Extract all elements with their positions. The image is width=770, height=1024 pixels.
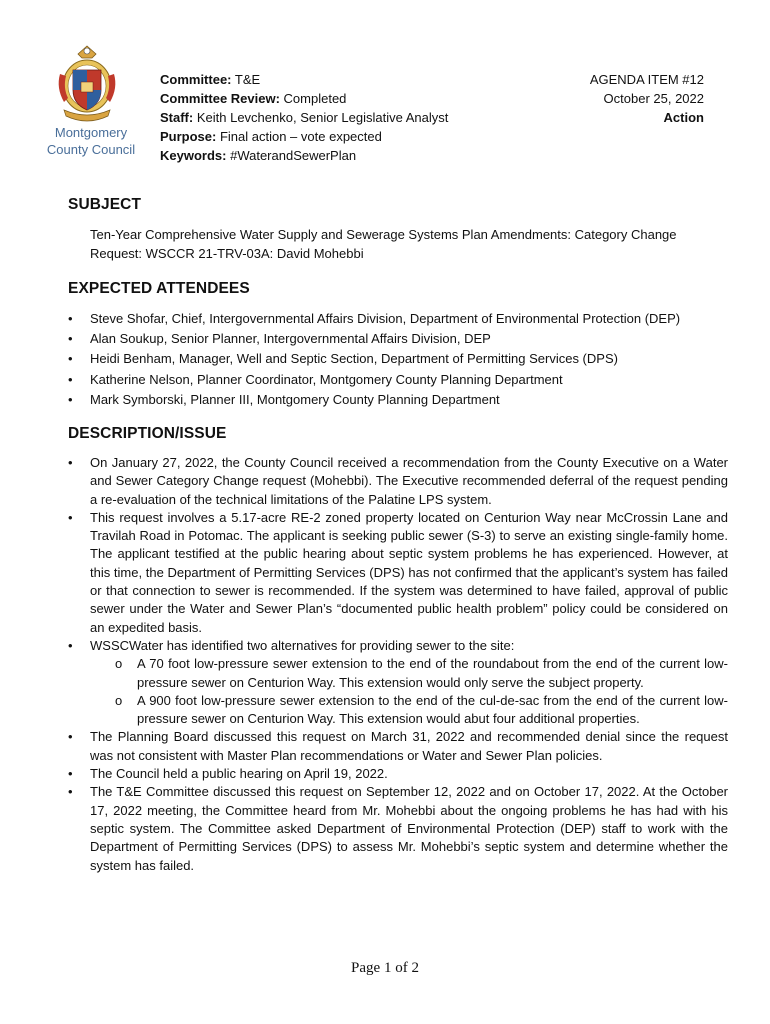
- meta-value: T&E: [234, 72, 261, 87]
- list-item: [90, 692, 728, 729]
- bullet-icon: •: [68, 455, 73, 470]
- list-item: [90, 655, 728, 692]
- list-item: [68, 309, 728, 329]
- org-name-line1: Montgomery: [54, 125, 128, 140]
- subject-text: [90, 225, 710, 263]
- subject-heading: SUBJECT: [68, 196, 142, 213]
- attendee-text: Mark Symborski, Planner III, Montgomery County Planning Department: [90, 391, 500, 407]
- alternatives-list: [90, 655, 728, 728]
- list-item: [68, 329, 728, 349]
- list-item: [68, 783, 728, 874]
- alternative-text: A 900 foot low-pressure sewer extension to the end of the cul-de-sac from the end of the current low-pressure sewer on Centurion Way. This extension would abut four additional properties.: [137, 692, 728, 727]
- description-list: [68, 454, 728, 875]
- meta-staff: [160, 108, 448, 127]
- sub-bullet-icon: o: [115, 692, 123, 708]
- attendee-text: Steve Shofar, Chief, Intergovernmental Affairs Division, Department of Environmental Protection (DEP): [90, 311, 681, 326]
- bullet-icon: •: [68, 311, 73, 326]
- bullet-icon: •: [68, 729, 73, 745]
- list-item: [68, 728, 728, 765]
- bullet-icon: •: [68, 766, 73, 782]
- description-heading: DESCRIPTION/ISSUE: [68, 425, 227, 442]
- agenda-info: [590, 70, 704, 127]
- org-name-line2: County Council: [46, 142, 136, 157]
- bullet-icon: •: [68, 371, 73, 387]
- sub-bullet-icon: o: [115, 656, 123, 672]
- org-name: [40, 124, 142, 158]
- meta-label: Committee:: [160, 72, 232, 87]
- bullet-icon: •: [68, 331, 73, 347]
- agenda-action: Action: [663, 110, 704, 125]
- page-number: Page 1 of 2: [351, 960, 419, 976]
- agenda-item-number: AGENDA ITEM #12: [589, 72, 704, 87]
- meta-committee-review: [160, 89, 448, 108]
- description-text: WSSCWater has identified two alternatives for providing sewer to the site:: [90, 637, 515, 653]
- meta-keywords: [160, 146, 448, 165]
- alternative-text: A 70 foot low-pressure sewer extension to the end of the roundabout from the end of the current low-pressure sewer on Centurion Way. This extension would only serve the subject property.: [137, 656, 728, 690]
- list-item: [68, 454, 728, 509]
- attendee-text: Alan Soukup, Senior Planner, Intergovernmental Affairs Division, DEP: [90, 331, 491, 347]
- description-text: The T&E Committee discussed this request on September 12, 2022 and on October 17, 2022. At the October 17, 2022 meeting, the Committee heard from Mr. Mohebbi about the ongoing problems he has had with his septic system. The Committee asked Department of Environmental Protection (DEP) staff to work with the Department of Permitting Services (DPS) to assess Mr. Mohebbi’s septic system and determine whether the system has failed.: [90, 784, 728, 873]
- description-text: The Council held a public hearing on April 19, 2022.: [90, 766, 388, 782]
- meta-label: Staff:: [160, 110, 194, 125]
- committee-meta: [160, 70, 448, 165]
- meta-label: Keywords:: [160, 148, 227, 163]
- agenda-date: October 25, 2022: [603, 91, 704, 106]
- meta-label: Purpose:: [160, 129, 217, 144]
- list-item: [68, 349, 728, 369]
- subject-line2: Request: WSCCR 21-TRV-03A: David Mohebbi: [90, 246, 364, 261]
- bullet-icon: •: [68, 509, 73, 525]
- attendee-text: Katherine Nelson, Planner Coordinator, Montgomery County Planning Department: [90, 371, 563, 387]
- meta-value: Final action – vote expected: [219, 129, 382, 144]
- list-item: [68, 390, 728, 410]
- list-item: [68, 370, 728, 390]
- attendees-heading: EXPECTED ATTENDEES: [68, 280, 250, 297]
- county-seal-logo: [54, 44, 120, 126]
- meta-label: Committee Review:: [160, 91, 280, 106]
- meta-value: #WaterandSewerPlan: [230, 148, 357, 163]
- list-item: [68, 637, 728, 728]
- list-item: [68, 509, 728, 637]
- description-text: The Planning Board discussed this request on March 31, 2022 and recommended denial since the request was not consistent with Master Plan recommendations or Water and Sewer Plan policies.: [90, 729, 728, 763]
- bullet-icon: •: [68, 391, 73, 407]
- bullet-icon: •: [68, 351, 73, 367]
- meta-purpose: [160, 127, 448, 146]
- list-item: [68, 765, 728, 783]
- bullet-icon: •: [68, 637, 73, 653]
- description-text: On January 27, 2022, the County Council received a recommendation from the County Executive on a Water and Sewer Category Change request (Mohebbi). The Executive recommended deferral of the request pending a re-evaluation of the technical limitations of the Palatine LPS system.: [90, 455, 728, 507]
- attendee-text: Heidi Benham, Manager, Well and Septic Section, Department of Permitting Services (DPS): [90, 351, 618, 367]
- description-text: This request involves a 5.17-acre RE-2 zoned property located on Centurion Way near McCrossin Lane and Travilah Road in Potomac. The applicant is seeking public sewer (S-3) to serve an existing single-family home. The applicant testified at the public hearing about septic system problems he has experienced. However, at this time, the Department of Permitting Services (DPS) has not confirmed that the applicant’s system has failed or that connection to sewer is recommended. If the system was determined to have failed, approval of public sewer under the Water and Sewer Plan’s “documented public health problem” policy could be considered on an expedited basis.: [90, 509, 728, 635]
- attendees-list: [68, 309, 728, 410]
- meta-committee: [160, 70, 448, 89]
- meta-value: Completed: [283, 91, 347, 106]
- bullet-icon: •: [68, 784, 73, 800]
- meta-value: Keith Levchenko, Senior Legislative Analyst: [196, 110, 449, 125]
- subject-line1: Ten-Year Comprehensive Water Supply and Sewerage Systems Plan Amendments: Category Change: [90, 227, 677, 242]
